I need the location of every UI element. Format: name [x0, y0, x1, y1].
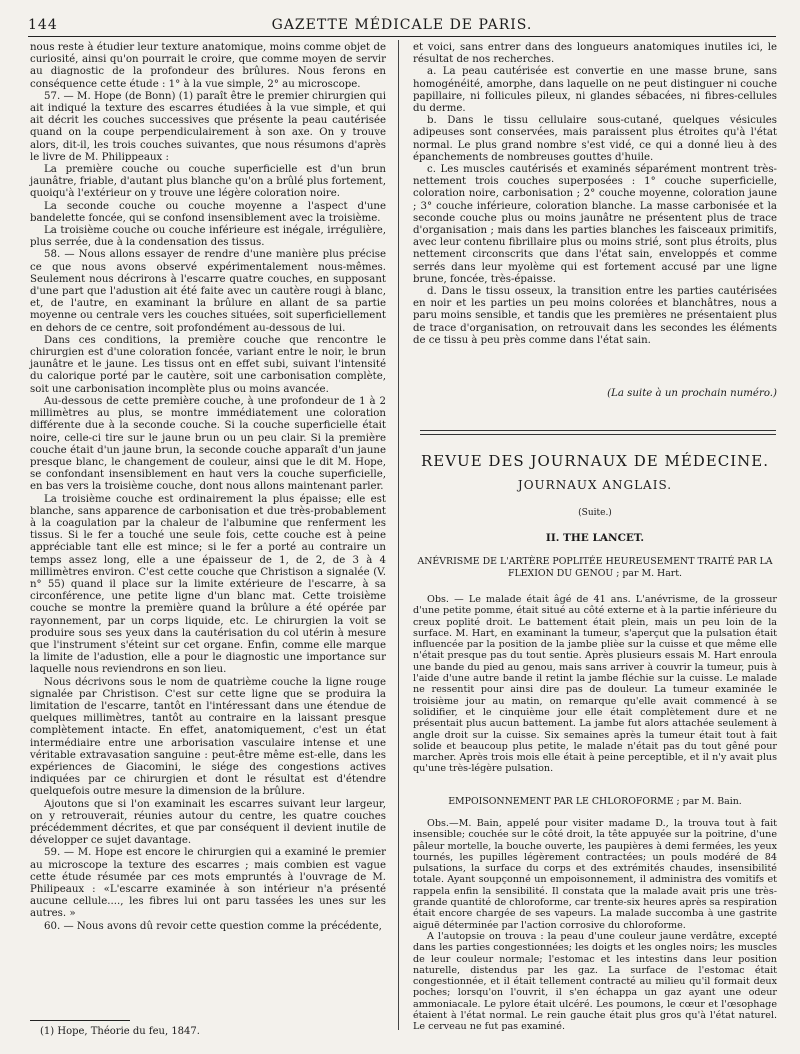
paragraph: La troisième couche est ordinairement la plus épaisse; elle est blanche, sans apparence de carbonisation et due très-probablement à la coagulation par la chaleur de l'albumine que renferment les tissus. Si le fer a touché une seule fois, cette couche est à peine appréciable tant elle est mince; si le fer a porté au contraire un temps assez long, elle a une épaisseur de 1, de 2, de 3 à 4 millimètres environ. C'est cette couche que Christison a signalée (V. n° 55) quand il place sur la limite extérieure de l'escarre, à sa circonférence, une petite ligne d'un blanc mat. Cette troisième couche se montre la première quand la brûlure a été opérée par rayonnement, par un corps liquide, etc. Le chirurgien la voit se produire sous ses yeux dans la cautérisation du col utérin à mesure que l'instrument s'éteint sur cet organe. Enfin, comme elle marque la limite de l'adustion, elle a pour le diagnostic une importance sur laquelle nous reviendrons en son lieu.: [30, 493, 386, 676]
right-column-top: [413, 42, 777, 347]
left-column: [30, 42, 386, 933]
paragraph: nous reste à étudier leur texture anatomique, moins comme objet de curiosité, ainsi qu'on pourrait le croire, que comme moyen de servir au diagnostic de la profondeur des brûlures. Nous ferons en conséquence cette étude : 1° à la vue simple, 2° au microscope.: [30, 42, 386, 90]
paragraph: Obs. — Le malade était âgé de 41 ans. L'anévrisme, de la grosseur d'une petite pomme, était situé au côté externe et à la partie inférieure du creux poplité droit. Le battement était plein, mais un peu loin de la surface. M. Hart, en examinant la tumeur, s'aperçut que la pulsation était influencée par la position de la jambe plièe sur la cuisse et que même elle n'était presque pas du tout sentie. Après plusieurs essais M. Hart enroula une bande du pied au genou, mais sans arriver à couvrir la tumeur, puis à l'aide d'une autre bande il retint la jambe fléchie sur la cuisse. Le malade ne ressentit pour ainsi dire pas de douleur. La tumeur examinée le troisième jour au matin, on remarque qu'elle avait commencé à se solidifier, et le cinquième jour elle était complètement dure et ne présentait plus aucun battement. La jambe fut alors attachée seulement à angle droit sur la cuisse. Six semaines après la tumeur était tout à fait solide et beaucoup plus petite, le malade n'était pas du tout gêné pour marcher. Après trois mois elle était à peine perceptible, et il n'y avait plus qu'une très-légère pulsation.: [413, 594, 777, 775]
paragraph: 59. — M. Hope est encore le chirurgien qui a examiné le premier au microscope la texture des escarres ; mais combien est vague cette étude résumée par ces mots empruntés à l'ouvrage de M. Philipeaux : «L'escarre examinée à son intérieur n'a présenté aucune cellule...., les fibres lui ont paru tassées les unes sur les autres. »: [30, 847, 386, 920]
section-subtitle: JOURNAUX ANGLAIS.: [517, 478, 673, 492]
paragraph: a. La peau cautérisée est convertie en une masse brune, sans homogénéité, amorphe, dans laquelle on ne peut distinguer ni couche papillaire, ni follicules pileux, ni glandes sébacées, ni fibres-cellules du derme.: [413, 66, 777, 115]
journal-heading: II. THE LANCET.: [545, 532, 645, 544]
paragraph: b. Dans le tissu cellulaire sous-cutané, quelques vésicules adipeuses sont conservées, mais paraissent plus étroites qu'à l'état normal. Le plus grand nombre s'est vidé, ce qui a donné lieu à des épanchements de nombreuses gouttes d'huile.: [413, 115, 777, 163]
paragraph: Obs.—M. Bain, appelé pour visiter madame D., la trouva tout à fait insensible; couchée sur le côté droit, la tête appuyée sur la poitrine, d'une pâleur mortelle, la bouche ouverte, les paupières à demi fermées, les yeux tournés, les pupilles légèrement contractées; un pouls modéré de 84 pulsations, la surface du corps et des extrémités chaudes, insensibilité totale. Ayant soupçonné un empoisonnement, il administra des vomitifs et rappela enfin la sensibilité. Il constata que la malade avait pris une très-grande quantité de chloroforme, car trente-six heures après sa respiration était encore chargée de ses vapeurs. La malade succomba à une gastrite aiguë déterminée par l'action corrosive du chloroforme.: [413, 818, 777, 931]
footnote: (1) Hope, Théorie du feu, 1847.: [40, 1026, 200, 1037]
article-title: ANÉVRISME DE L'ARTÈRE POPLITÉE HEUREUSEMENT TRAITÉ PAR LA FLEXION DU GENOU ; par M. Hart.: [417, 556, 773, 579]
paragraph: c. Les muscles cautérisés et examinés séparément montrent très-nettement trois couches superposées : 1° couche superficielle, coloration noire, carbonisation ; 2° couche moyenne, coloration jaune ; 3° couche inférieure, coloration blanche. La masse carbonisée et la seconde couche plus ou moins jaunâtre ne présentent plus de trace d'organisation ; mais dans les parties blanches les faisceaux primitifs, avec leur contenu fibrillaire plus ou moins strié, sont plus étroits, plus nettement circonscrits que dans l'état sain, enveloppés et comme serrés dans leur myolème qui est fortement accusé par une ligne brune, foncée, très-épaisse.: [413, 164, 777, 285]
article-body: [413, 594, 777, 775]
footnote-rule: [30, 1020, 130, 1021]
paragraph: A l'autopsie on trouva : la peau d'une couleur jaune verdâtre, excepté dans les parties congestionnées; les doigts et les ongles noirs; les muscles de leur couleur normale; l'estomac et les intestins dans leur position naturelle, distendus par les gaz. La surface de l'estomac était congestionnée, et il était tellement contracté au milieu qu'il formait deux poches; lorsqu'on l'ouvrit, il s'en échappa un gaz ayant une odeur ammoniacale. Le pylore était ulcéré. Les poumons, le cœur et l'œsophage étaient à l'état normal. Le rein gauche était plus gros qu'à l'état naturel. Le cerveau ne fut pas examiné.: [413, 930, 777, 1033]
article-title: EMPOISONNEMENT PAR LE CHLOROFORME ; par M. Bain.: [448, 796, 742, 807]
paragraph: 58. — Nous allons essayer de rendre d'une manière plus précise ce que nous avons observé expérimentalement nous-mêmes. Seulement nous décrirons à l'escarre quatre couches, en supposant d'une part que l'adustion ait été faite avec un cautère rougi à blanc, et, de l'autre, en examinant la brûlure en allant de sa partie moyenne ou centrale vers les couches situées, soit superficiellement en dehors de ce centre, soit profondément au-dessous de lui.: [30, 249, 386, 334]
article-body: [413, 818, 777, 1033]
section-title: REVUE DES JOURNAUX DE MÉDECINE.: [420, 452, 770, 470]
paragraph: La troisième couche ou couche inférieure est inégale, irrégulière, plus serrée, due à la condensation des tissus.: [30, 225, 386, 249]
publication-title: GAZETTE MÉDICALE DE PARIS.: [271, 17, 533, 33]
paragraph: d. Dans le tissu osseux, la transition entre les parties cautérisées en noir et les parties un peu moins colorées et blanchâtres, nous a paru moins sensible, et tandis que les premières ne présentaient plus de trace d'organisation, on retrouvait dans les secondes les éléments de ce tissu à peu près comme dans l'état sain.: [413, 286, 777, 346]
paragraph: La première couche ou couche superficielle est d'un brun jaunâtre, friable, d'autant plus blanche qu'on a brûlé plus fortement, quoiqu'à l'extérieur on y trouve une légère coloration noire.: [30, 164, 386, 200]
paragraph: 60. — Nous avons dû revoir cette question comme la précédente,: [44, 920, 382, 932]
paragraph: et voici, sans entrer dans des longueurs anatomiques inutiles ici, le résultat de nos recherches.: [413, 42, 777, 66]
continued-note: (La suite à un prochain numéro.): [607, 388, 777, 399]
continued-label: (Suite.): [578, 508, 612, 518]
paragraph: 57. — M. Hope (de Bonn) (1) paraît être le premier chirurgien qui ait indiqué la texture des escarres étudiées à la vue simple, et qui ait décrit les couches successives que présente la peau cautérisée quand on la coupe perpendiculairement à son axe. On y trouve alors, dit-il, les trois couches suivantes, que nous résumons d'après le livre de M. Philippeaux :: [30, 90, 386, 163]
column-divider: [398, 40, 399, 1030]
paragraph: La seconde couche ou couche moyenne a l'aspect d'une bandelette foncée, qui se confond insensiblement avec la troisième.: [30, 200, 386, 224]
section-rule: [420, 430, 776, 435]
paragraph: Nous décrivons sous le nom de quatrième couche la ligne rouge signalée par Christison. C'est sur cette ligne que se produira la limitation de l'escarre, tantôt en l'intéressant dans une étendue de quelques millimètres, tantôt au contraire en la laissant presque complètement intacte. En effet, anatomiquement, c'est un état intermédiaire entre une arborisation vasculaire intense et une véritable extravasation sanguine : peut-être même est-elle, dans les expériences de Giacomini, le siége des congestions actives indiquées par ce chirurgien et dont le résultat est d'étendre quelquefois outre mesure la dimension de la brûlure.: [30, 676, 386, 798]
paragraph: Au-dessous de cette première couche, à une profondeur de 1 à 2 millimètres au plus, se montre immédiatement une coloration différente due à la seconde couche. Si la couche superficielle était noire, celle-ci tire sur le jaune brun ou un peu clair. Si la première couche était d'un jaune brun, la seconde couche apparaît d'un jaune presque blanc, le changement de couleur, ainsi que le dit M. Hope, se confondant insensiblement en haut vers la couche superficielle, en bas vers la troisième couche, dont nous allons maintenant parler.: [30, 395, 386, 493]
page-number: 144: [28, 17, 58, 33]
paragraph: Ajoutons que si l'on examinait les escarres suivant leur largeur, on y retrouverait, réunies autour du centre, les quatre couches précédemment décrites, et que par conséquent il devient inutile de développer ce sujet davantage.: [30, 798, 386, 847]
paragraph: Dans ces conditions, la première couche que rencontre le chirurgien est d'une coloration foncée, variant entre le noir, le brun jaunâtre et le jaune. Les tissus ont en effet subi, suivant l'intensité du calorique porté par le cautère, soit une carbonisation complète, soit une carbonisation incomplète plus ou moins avancée.: [30, 334, 386, 395]
page-header: [28, 14, 776, 37]
